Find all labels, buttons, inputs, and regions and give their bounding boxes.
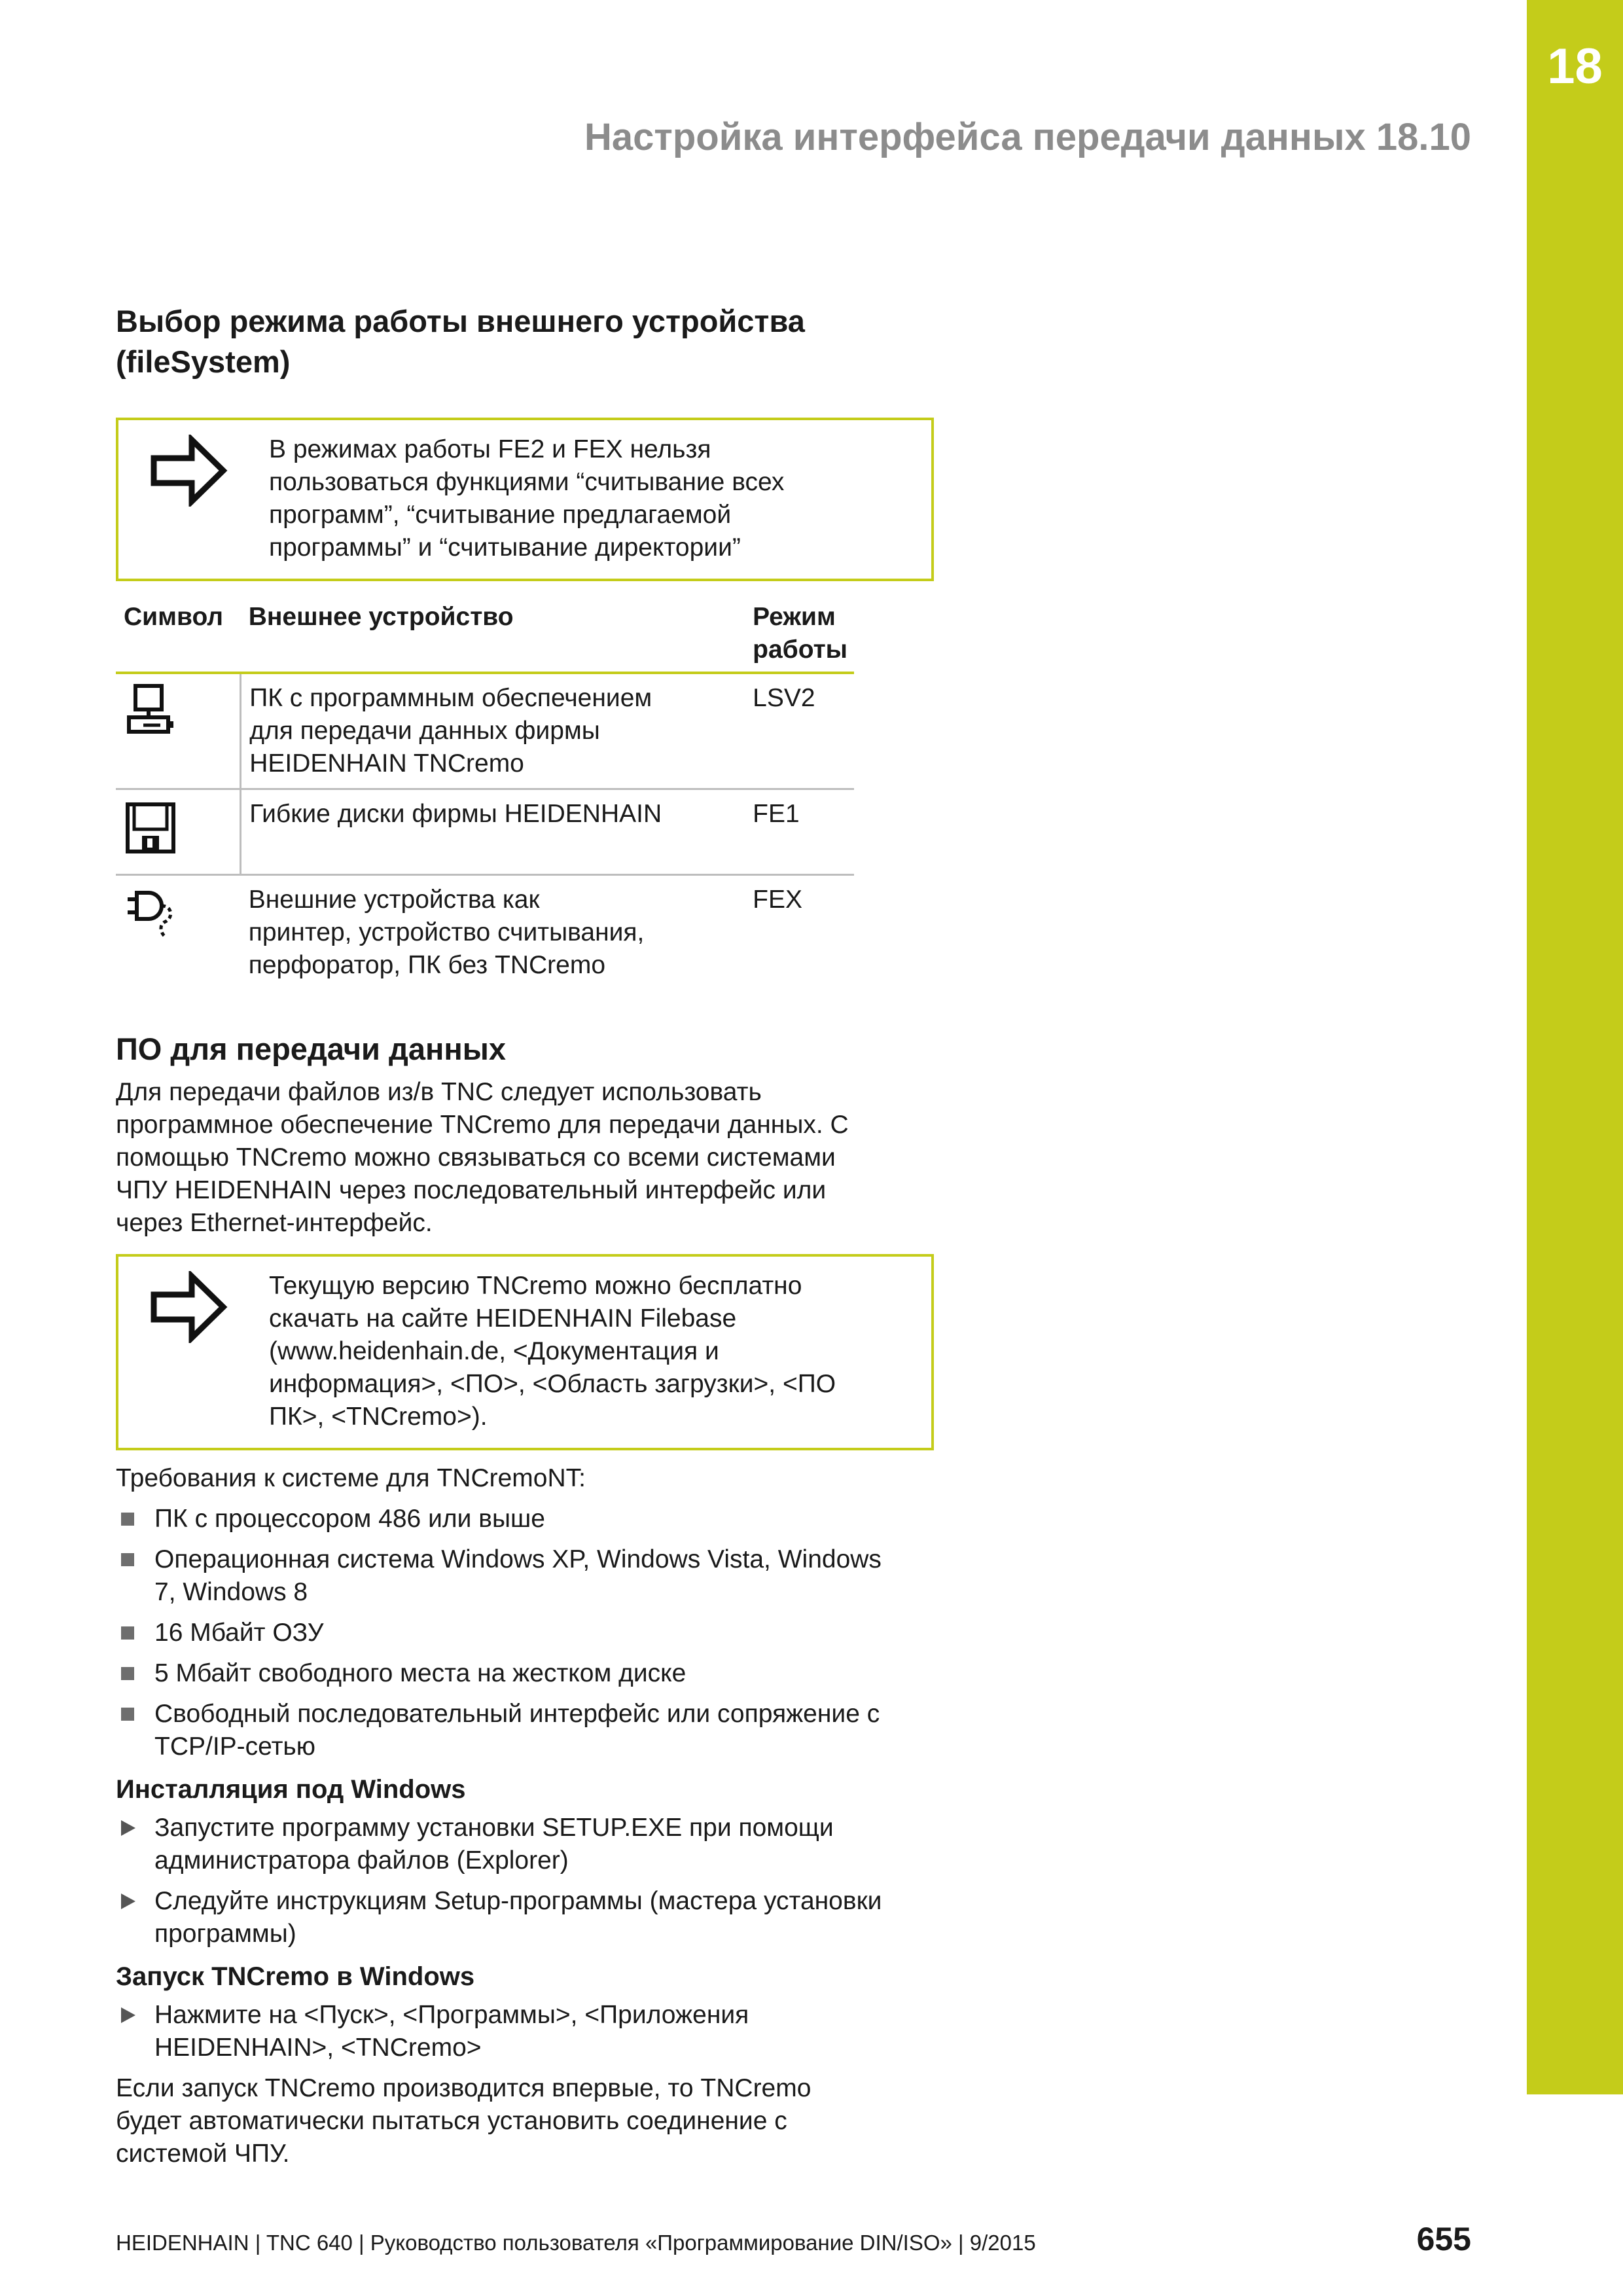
item-line: Нажмите на <Пуск>, <Программы>, <Приложения <box>154 2001 749 2029</box>
text-line: Если запуск TNCremo производится впервые, то TNCremo <box>116 2074 812 2102</box>
text-line: ЧПУ HEIDENHAIN через последовательный интерфейс или <box>116 1176 827 1204</box>
note-line: пользоваться функциями “считывание всех <box>269 468 785 496</box>
item-line: 5 Мбайт свободного места на жестком диске <box>154 1659 687 1687</box>
list-item <box>116 1999 934 2064</box>
page-number: 655 <box>1416 2221 1471 2257</box>
note-line: программы” и “считывание директории” <box>269 533 741 562</box>
section-heading-filesystem <box>116 301 934 382</box>
column-header-mode <box>745 596 854 673</box>
table-row <box>116 789 854 875</box>
note-line: (www.heidenhain.de, <Документация и <box>269 1337 719 1365</box>
item-line: HEIDENHAIN>, <TNCremo> <box>154 2034 482 2062</box>
page-header-title: Настройка интерфейса передачи данных 18.10 <box>584 116 1471 158</box>
device-mode-table <box>116 596 854 990</box>
note-box <box>116 418 934 581</box>
page-footer: HEIDENHAIN | TNC 640 | Руководство пользователя «Программирование DIN/ISO» | 9/2015 <box>116 2231 1036 2255</box>
item-line: Операционная система Windows XP, Windows Vista, Windows <box>154 1545 882 1573</box>
text-line: Для передачи файлов из/в TNC следует использовать <box>116 1078 762 1106</box>
requirements-title: Требования к системе для TNCremoNT: <box>116 1464 586 1492</box>
heading-line: (fileSystem) <box>116 344 291 379</box>
item-line: Свободный последовательный интерфейс или сопряжение с <box>154 1700 880 1728</box>
table-cell-mode: FEX <box>753 886 802 914</box>
launch-heading: Запуск TNCremo в Windows <box>116 1962 475 1991</box>
item-line: TCP/IP-сетью <box>154 1732 315 1761</box>
text-line: будет автоматически пытаться установить соединение с <box>116 2107 787 2135</box>
list-item <box>116 1812 934 1877</box>
note-line: скачать на сайте HEIDENHAIN Filebase <box>269 1304 737 1333</box>
table-cell-symbol <box>116 673 241 789</box>
table-cell-device <box>241 875 745 990</box>
text-line: программное обеспечение TNCremo для передачи данных. С <box>116 1111 849 1139</box>
pc-icon <box>124 719 176 747</box>
note-line: программ”, “считывание предлагаемой <box>269 501 732 529</box>
list-item <box>116 1885 934 1950</box>
table-cell-symbol <box>116 789 241 875</box>
note-line: ПК>, <TNCremo>). <box>269 1403 488 1431</box>
note-box <box>116 1254 934 1450</box>
header-line: работы <box>753 636 847 664</box>
requirements-list <box>116 1503 934 1763</box>
intro-paragraph <box>116 1076 934 1240</box>
item-line: ПК с процессором 486 или выше <box>154 1505 545 1533</box>
note-text <box>269 420 797 579</box>
item-line: Следуйте инструкциям Setup-программы (мастера установки <box>154 1887 882 1915</box>
header-line: Режим <box>753 603 836 631</box>
item-line: 16 Мбайт ОЗУ <box>154 1619 324 1647</box>
item-line: программы) <box>154 1920 296 1948</box>
note-line: В режимах работы FE2 и FEX нельзя <box>269 435 711 463</box>
table-cell-device <box>241 673 745 789</box>
cell-line: Внешние устройства как <box>248 886 540 914</box>
table-row <box>116 875 854 990</box>
cell-line: Гибкие диски фирмы HEIDENHAIN <box>249 800 662 828</box>
column-header-symbol: Символ <box>124 603 224 631</box>
note-line: информация>, <ПО>, <Область загрузки>, <ПО <box>269 1370 836 1398</box>
table-cell-mode: LSV2 <box>753 684 815 712</box>
page-content <box>116 301 934 2170</box>
text-line: помощью TNCremo можно связываться со всеми системами <box>116 1143 836 1172</box>
list-item <box>116 1503 934 1535</box>
floppy-disk-icon <box>124 834 176 863</box>
list-item <box>116 1543 934 1609</box>
cell-line: принтер, устройство считывания, <box>248 918 645 946</box>
item-line: Запустите программу установки SETUP.EXE при помощи <box>154 1814 834 1842</box>
chapter-side-tab <box>1527 0 1623 2094</box>
cell-line: ПК с программным обеспечением <box>249 684 652 712</box>
item-line: администратора файлов (Explorer) <box>154 1846 569 1874</box>
column-header-device: Внешнее устройство <box>248 603 514 631</box>
list-item <box>116 1617 934 1649</box>
note-text <box>269 1257 849 1448</box>
note-line: Текущую версию TNCremo можно бесплатно <box>269 1272 802 1300</box>
text-line: системой ЧПУ. <box>116 2140 290 2168</box>
item-line: 7, Windows 8 <box>154 1578 308 1606</box>
cell-line: HEIDENHAIN TNCremo <box>249 749 524 778</box>
chapter-number: 18 <box>1547 39 1603 94</box>
cell-line: перфоратор, ПК без TNCremo <box>248 951 606 979</box>
section-heading-software: ПО для передачи данных <box>116 1031 507 1066</box>
list-item <box>116 1657 934 1690</box>
table-row <box>116 673 854 789</box>
table-cell-device <box>241 789 745 875</box>
cell-line: для передачи данных фирмы <box>249 717 600 745</box>
note-arrow-icon <box>118 420 269 510</box>
closing-paragraph <box>116 2072 934 2170</box>
launch-steps <box>116 1999 934 2064</box>
note-arrow-icon <box>118 1257 269 1346</box>
plug-icon <box>124 920 176 948</box>
list-item <box>116 1698 934 1763</box>
install-heading: Инсталляция под Windows <box>116 1775 466 1804</box>
table-header-row <box>116 596 854 673</box>
table-cell-mode: FE1 <box>753 800 800 828</box>
heading-line: Выбор режима работы внешнего устройства <box>116 304 805 338</box>
text-line: через Ethernet-интерфейс. <box>116 1209 433 1237</box>
install-steps <box>116 1812 934 1950</box>
table-cell-symbol <box>116 875 241 990</box>
